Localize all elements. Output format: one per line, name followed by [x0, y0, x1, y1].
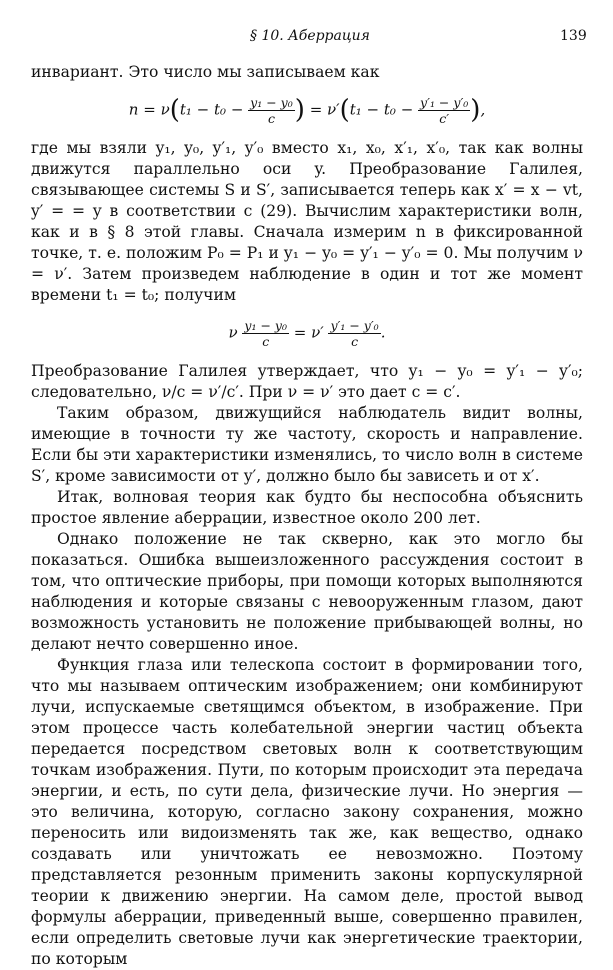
formula-2-nu: ν — [228, 323, 238, 342]
formula-1-eq2: = — [309, 100, 323, 119]
formula-1 — [31, 95, 583, 126]
formula-1-end: , — [480, 100, 486, 119]
paren-open: ( — [169, 95, 180, 125]
paren-close: ) — [294, 95, 305, 125]
paren-close: ) — [470, 95, 481, 125]
formula-2-nu-prime: ν′ — [311, 323, 324, 342]
fraction-denominator: c — [267, 111, 275, 126]
section-title: § 10. Аберрация — [250, 28, 370, 44]
paragraph-7: Функция глаза или телескопа состоит в формировании того, что мы называем оптическим изображением; они комбинируют лучи, испускаемые светящимся объектом, в изображение. При этом процессе часть колебательной энергии частиц объекта передается посредством световых волн к соответствующим точкам изображения. Пути, по которым происходит эта передача энергии, и есть, по сути дела, физические лучи. Но энергия — это величина, которую, согласно закону сохранения, можно переносить или видоизменять так же, как вещество, однако создавать или уничтожать ее невозможно. Поэтому представляется резонным применить законы корпускулярной теории к движению энергии. На самом деле, простой вывод формулы аберрации, приведенный выше, совершенно правилен, если определить световые лучи как энергетические траектории, по которым — [31, 656, 583, 968]
fraction-numerator: y′₁ − y′₀ — [330, 318, 379, 333]
paragraph-1: инвариант. Это число мы записываем как — [31, 63, 380, 81]
formula-2-eq: = — [293, 323, 307, 342]
formula-2-right-fraction — [328, 318, 380, 349]
fraction-denominator: c — [262, 334, 270, 349]
paragraph-3: Преобразование Галилея утверждает, что y₁ − y₀ = y′₁ − y′₀; следовательно, ν/c = ν′/c′. При ν = ν′ это дает c = c′. — [31, 362, 583, 401]
formula-1-lhs-start: t₁ − t₀ − — [179, 100, 244, 119]
formula-1-lhs-fraction — [248, 95, 295, 126]
formula-1-nu-prime: ν′ — [327, 100, 340, 119]
formula-1-rhs-start: t₁ − t₀ − — [349, 100, 414, 119]
formula-1-rhs-fraction — [418, 95, 470, 126]
paragraph-5: Итак, волновая теория как будто бы неспособна объяснить простое явление аберрации, известное около 200 лет. — [31, 488, 583, 527]
formula-1-n: n — [128, 100, 139, 119]
fraction-numerator: y₁ − y₀ — [250, 95, 293, 110]
paren-open: ( — [339, 95, 350, 125]
formula-1-nu: ν — [160, 100, 170, 119]
page-number: 139 — [560, 28, 587, 44]
formula-1-eq: = — [143, 100, 156, 119]
paragraph-6: Однако положение не так скверно, как это могло бы показаться. Ошибка вышеизложенного рассуждения состоит в том, что оптические приборы, при помощи которых выполняются наблюдения и которые связаны с невооруженным глазом, дают возможность установить не положение прибывающей волны, но делают нечто совершенно иное. — [31, 530, 583, 653]
paragraph-2: где мы взяли y₁, y₀, y′₁, y′₀ вместо x₁, x₀, x′₁, x′₀, так как волны движутся параллельно оси y. Преобразование Галилея, связывающее системы S и S′, записывается теперь как x′ = x − vt, y′ = = y в соответствии с (29). Вычислим характеристики волн, как и в § 8 этой главы. Сначала измерим n в фиксированной точке, т. е. положим P₀ = P₁ и y₁ − y₀ = y′₁ − y′₀ = 0. Мы получим ν = ν′. Затем произведем наблюдение в один и тот же момент времени t₁ = t₀; получим — [31, 139, 583, 304]
body-text — [31, 62, 583, 970]
fraction-denominator: c — [351, 334, 359, 349]
paragraph-4: Таким образом, движущийся наблюдатель видит волны, имеющие в точности ту же частоту, скорость и направление. Если бы эти характеристики изменялись, то число волн в системе S′, кроме зависимости от y′, должно было бы зависеть и от x′. — [31, 404, 583, 485]
fraction-numerator: y₁ − y₀ — [244, 318, 287, 333]
formula-2-end: . — [380, 323, 386, 342]
fraction-denominator: c′ — [439, 111, 450, 126]
formula-2 — [31, 318, 583, 349]
formula-2-left-fraction — [242, 318, 289, 349]
fraction-numerator: y′₁ − y′₀ — [420, 95, 469, 110]
